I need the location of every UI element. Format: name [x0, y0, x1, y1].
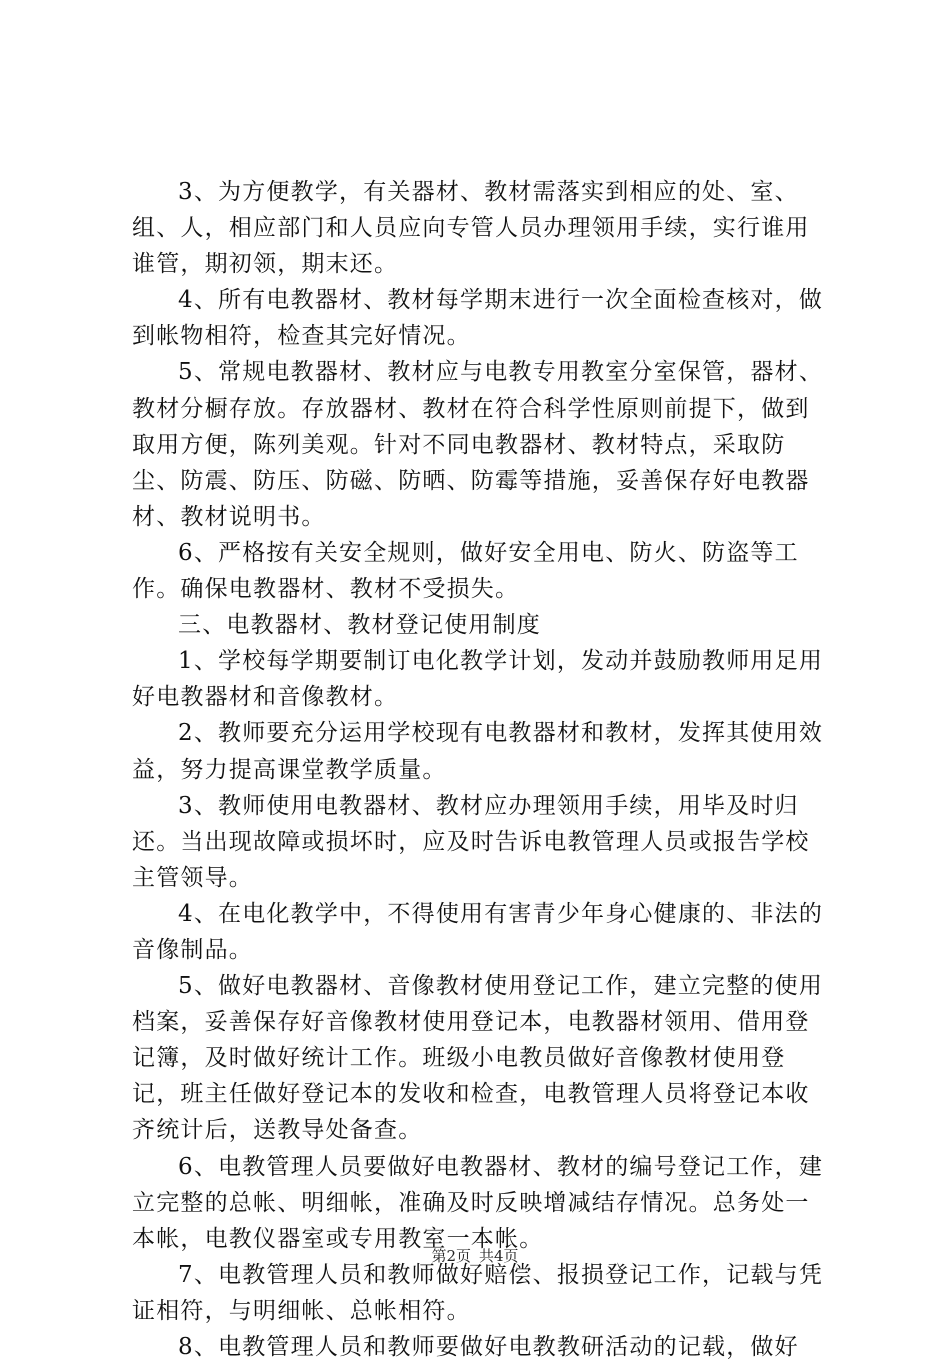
paragraph: 6、严格按有关安全规则，做好安全用电、防火、防盗等工作。确保电教器材、教材不受损失。	[132, 539, 799, 603]
paragraph: 3、为方便教学，有关器材、教材需落实到相应的处、室、组、人，相应部门和人员应向专管人员办理领用手续，实行谁用谁管，期初领，期末还。	[132, 179, 810, 278]
paragraph: 7、电教管理人员和教师做好赔偿、报损登记工作，记载与凭证相符，与明细帐、总帐相符。	[132, 1261, 824, 1324]
page-footer	[0, 1246, 950, 1266]
section-heading: 三、电教器材、教材登记使用制度	[178, 612, 541, 639]
page-number: 第2页	[431, 1247, 471, 1265]
paragraph: 6、电教管理人员要做好电教器材、教材的编号登记工作，建立完整的总帐、明细帐，准确及时反映增减结存情况。总务处一本帐，电教仪器室或专用教室一本帐。	[132, 1153, 824, 1252]
paragraph: 4、在电化教学中，不得使用有害青少年身心健康的、非法的音像制品。	[132, 900, 824, 963]
paragraph: 3、教师使用电教器材、教材应办理领用手续，用毕及时归还。当出现故障或损坏时，应及时告诉电教管理人员或报告学校主管领导。	[132, 792, 810, 891]
document-body	[132, 174, 832, 1365]
paragraph: 5、常规电教器材、教材应与电教专用教室分室保管，器材、教材分橱存放。存放器材、教材在符合科学性原则前提下，做到取用方便，陈列美观。针对不同电教器材、教材特点，采取防尘、防震、防压、防磁、防晒、防霉等措施，妥善保存好电教器材、教材说明书。	[132, 359, 824, 530]
paragraph: 5、做好电教器材、音像教材使用登记工作，建立完整的使用档案，妥善保存好音像教材使用登记本，电教器材领用、借用登记簿，及时做好统计工作。班级小电教员做好音像教材使用登记，班主任做好登记本的发收和检查，电教管理人员将登记本收齐统计后，送教导处备查。	[132, 973, 824, 1144]
page-total: 共4页	[479, 1247, 519, 1265]
paragraph: 4、所有电教器材、教材每学期末进行一次全面检查核对，做到帐物相符，检查其完好情况。	[132, 287, 824, 350]
paragraph: 1、学校每学期要制订电化教学计划，发动并鼓励教师用足用好电教器材和音像教材。	[132, 648, 824, 711]
paragraph: 8、电教管理人员和教师要做好电教教研活动的记载，做好	[178, 1334, 799, 1360]
paragraph: 2、教师要充分运用学校现有电教器材和教材，发挥其使用效益，努力提高课堂教学质量。	[132, 720, 824, 783]
